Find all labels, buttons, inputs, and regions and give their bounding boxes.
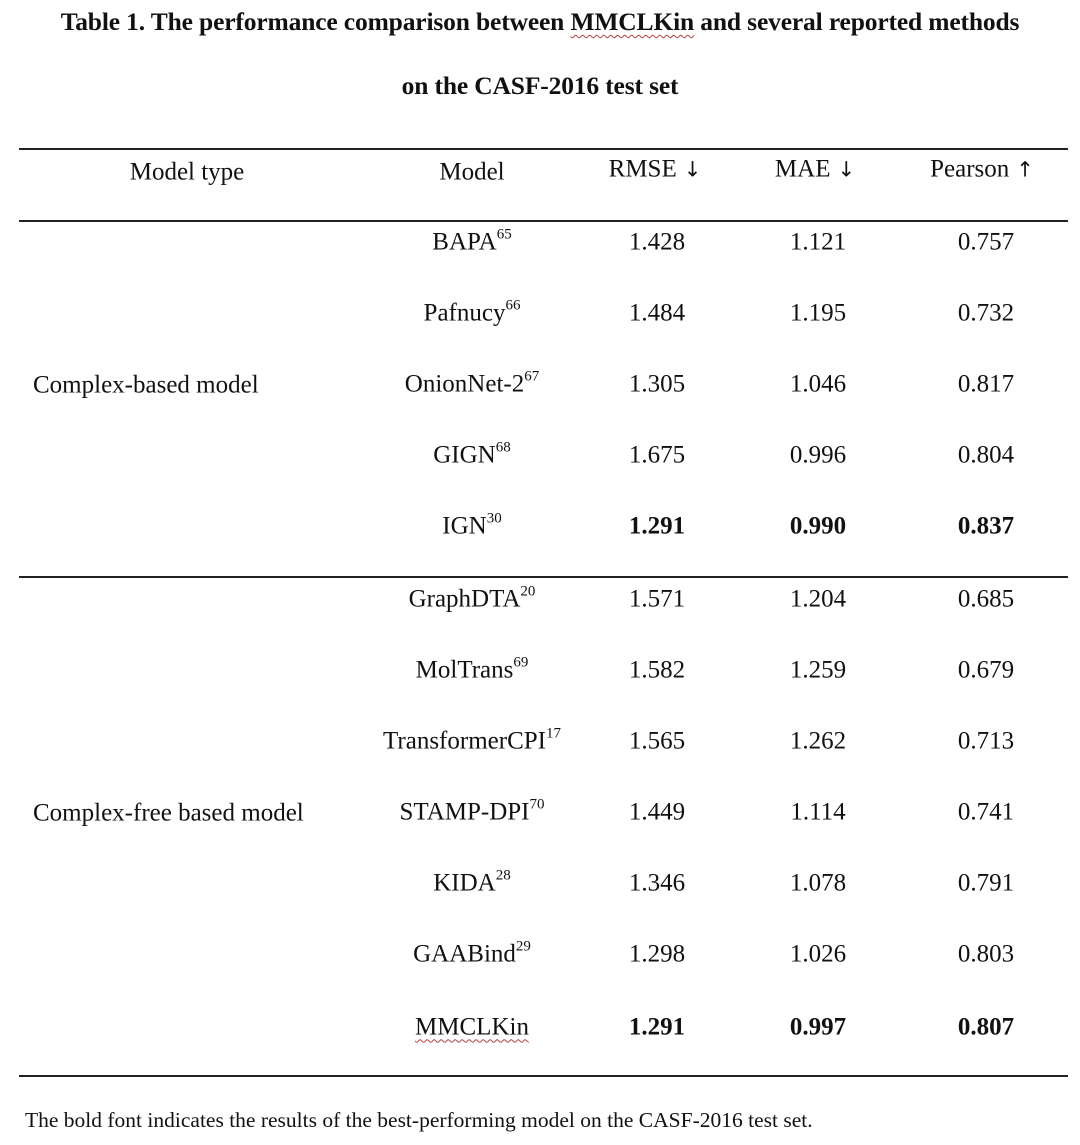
header-mae-label: MAE [774,155,831,183]
reference-superscript: 28 [495,867,511,884]
model-name: MolTrans [415,656,514,684]
arrow-down-icon: ↓ [837,157,856,182]
mae-cell: 0.996 [789,441,847,469]
model-cell [415,654,529,684]
mae-cell: 1.204 [789,585,847,613]
model-cell [423,297,521,327]
model-cell [383,725,561,755]
header-pearson [930,157,1034,182]
pearson-cell: 0.732 [957,299,1015,327]
table-caption-line-1 [0,7,1080,37]
rmse-cell: 1.298 [628,940,686,968]
bottom-rule [19,1075,1068,1077]
caption-model-name: MMCLKin [570,7,695,36]
model-name: TransformerCPI [383,727,546,755]
reference-superscript: 67 [524,368,540,385]
pearson-cell: 0.803 [957,940,1015,968]
pearson-cell: 0.741 [957,798,1015,826]
model-name: STAMP-DPI [399,798,530,826]
rmse-cell: 1.449 [628,798,686,826]
model-name: MMCLKin [415,1013,529,1041]
arrow-down-icon: ↓ [683,157,702,182]
header-mae [775,157,855,182]
model-name: GraphDTA [408,585,521,613]
reference-superscript: 17 [545,725,561,742]
rmse-cell: 1.291 [628,1013,686,1041]
pearson-cell: 0.804 [957,441,1015,469]
reference-superscript: 66 [505,297,521,314]
top-rule [19,148,1068,150]
header-model: Model [439,158,505,186]
model-cell [399,796,545,826]
mae-cell: 1.046 [789,370,847,398]
pearson-cell: 0.837 [957,512,1015,540]
pearson-cell: 0.679 [957,656,1015,684]
reference-superscript: 69 [513,654,529,671]
header-pearson-label: Pearson [930,155,1010,183]
header-rmse [609,157,702,182]
model-cell [413,938,531,968]
header-rule [19,220,1068,222]
mae-cell: 1.121 [789,228,847,256]
reference-superscript: 65 [496,226,512,243]
pearson-cell: 0.713 [957,727,1015,755]
pearson-cell: 0.791 [957,869,1015,897]
table-caption-line-2: on the CASF-2016 test set [401,71,679,100]
group-divider-rule [19,576,1068,578]
model-name: OnionNet-2 [404,370,525,398]
mae-cell: 1.078 [789,869,847,897]
pearson-cell: 0.757 [957,228,1015,256]
caption-text: Table 1. The performance comparison between [60,7,571,36]
rmse-cell: 1.582 [628,656,686,684]
pearson-cell: 0.817 [957,370,1015,398]
mae-cell: 1.262 [789,727,847,755]
model-cell [442,510,502,540]
header-model-type: Model type [129,158,245,186]
rmse-cell: 1.565 [628,727,686,755]
pearson-cell: 0.685 [957,585,1015,613]
mae-cell: 1.114 [790,798,846,826]
model-name: BAPA [432,228,497,256]
reference-superscript: 30 [486,510,502,527]
caption-text-end: and several reported methods [694,7,1020,36]
model-name: GAABind [413,940,516,968]
model-cell [433,867,511,897]
arrow-up-icon: ↑ [1016,157,1034,182]
mae-cell: 0.997 [789,1013,847,1041]
rmse-cell: 1.291 [628,512,686,540]
header-rmse-label: RMSE [608,155,677,183]
mae-cell: 1.195 [789,299,847,327]
model-name: GIGN [433,441,496,469]
group-label: Complex-free based model [33,799,304,827]
rmse-cell: 1.571 [628,585,686,613]
mae-cell: 0.990 [789,512,847,540]
reference-superscript: 70 [529,796,545,813]
mae-cell: 1.026 [789,940,847,968]
mae-cell: 1.259 [789,656,847,684]
table-footnote: The bold font indicates the results of the best-performing model on the CASF-2016 test set. [25,1108,813,1132]
model-name: IGN [442,512,487,540]
rmse-cell: 1.346 [628,869,686,897]
model-name: Pafnucy [423,299,506,327]
reference-superscript: 20 [520,583,536,600]
rmse-cell: 1.305 [628,370,686,398]
reference-superscript: 68 [495,439,511,456]
model-cell [432,226,512,256]
group-label: Complex-based model [33,371,259,399]
model-cell [433,439,511,469]
pearson-cell: 0.807 [957,1013,1015,1041]
model-name: KIDA [433,869,496,897]
rmse-cell: 1.428 [628,228,686,256]
rmse-cell: 1.484 [628,299,686,327]
reference-superscript: 29 [515,938,531,955]
rmse-cell: 1.675 [628,441,686,469]
model-cell [404,368,540,398]
model-cell [408,583,536,613]
model-cell [415,1015,529,1040]
